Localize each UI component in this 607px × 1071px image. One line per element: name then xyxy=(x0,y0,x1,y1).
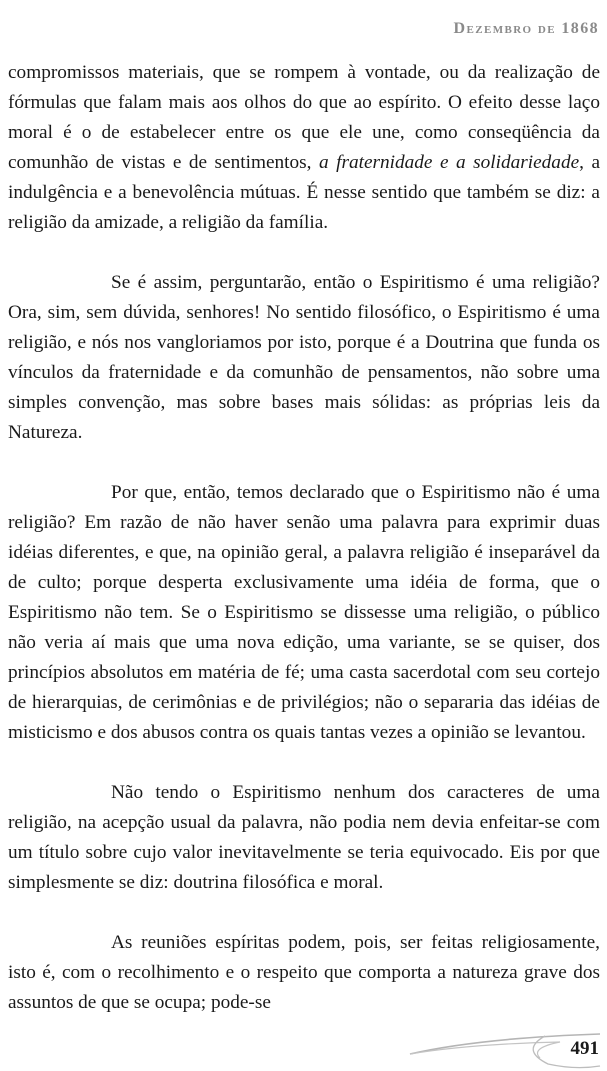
paragraph-5: As reuniões espíritas podem, pois, ser feitas religiosamente, isto é, com o recolhimento e o respeito que comporta a natureza grave dos assuntos de que se ocupa; pode-se xyxy=(8,932,600,1013)
paragraph-2: Se é assim, perguntarão, então o Espiritismo é uma religião? Ora, sim, sem dúvida, senhores! No sentido filosófico, o Espiritismo é uma religião, e nós nos vangloriamos por isto, porque é a Doutrina que funda os vínculos da fraternidade e da comunhão de pensamentos, não sobre uma simples convenção, mas sobre bases mais sólidas: as próprias leis da Natureza. xyxy=(8,272,600,443)
paragraph-1-end: , a indulgência e a benevolência mútuas. É nesse sentido que também se diz: a religião da amizade, a religião da família. xyxy=(8,152,601,233)
page-number: 491 xyxy=(570,1038,599,1059)
body-text xyxy=(8,58,600,1018)
paragraph-1-emphasis: a fraternidade e a solidariedade xyxy=(318,152,580,173)
footer-ornament xyxy=(0,1030,607,1071)
paragraph-1 xyxy=(8,58,600,238)
paragraph-3: Por que, então, temos declarado que o Espiritismo não é uma religião? Em razão de não haver senão uma palavra para exprimir duas idéias diferentes, e que, na opinião geral, a palavra religião é inseparável da de culto; porque desperta exclusivamente uma idéia de forma, que o Espiritismo não tem. Se o Espiritismo se dissesse uma religião, o público não veria aí mais que uma nova edição, uma variante, se se quiser, dos princípios absolutos em matéria de fé; uma casta sacerdotal com seu cortejo de hierarquias, de cerimônias e de privilégios; não o separaria das idéias de misticismo e dos abusos contra os quais tantas vezes a opinião se levantou. xyxy=(8,482,600,743)
running-head: Dezembro de 1868 xyxy=(453,20,599,37)
paragraph-1-text: compromissos materiais, que se rompem à vontade, ou da realização de fórmulas que falam mais aos olhos do que ao espírito. O efeito desse laço moral é o de estabelecer entre os que ele une, como conseqüência da comunhão de vistas e de sentimentos, xyxy=(8,62,600,173)
paragraph-4: Não tendo o Espiritismo nenhum dos caracteres de uma religião, na acepção usual da palavra, não podia nem devia enfeitar-se com um título sobre cujo valor inevitavelmente se teria equivocado. Eis por que simplesmente se diz: doutrina filosófica e moral. xyxy=(8,782,600,893)
